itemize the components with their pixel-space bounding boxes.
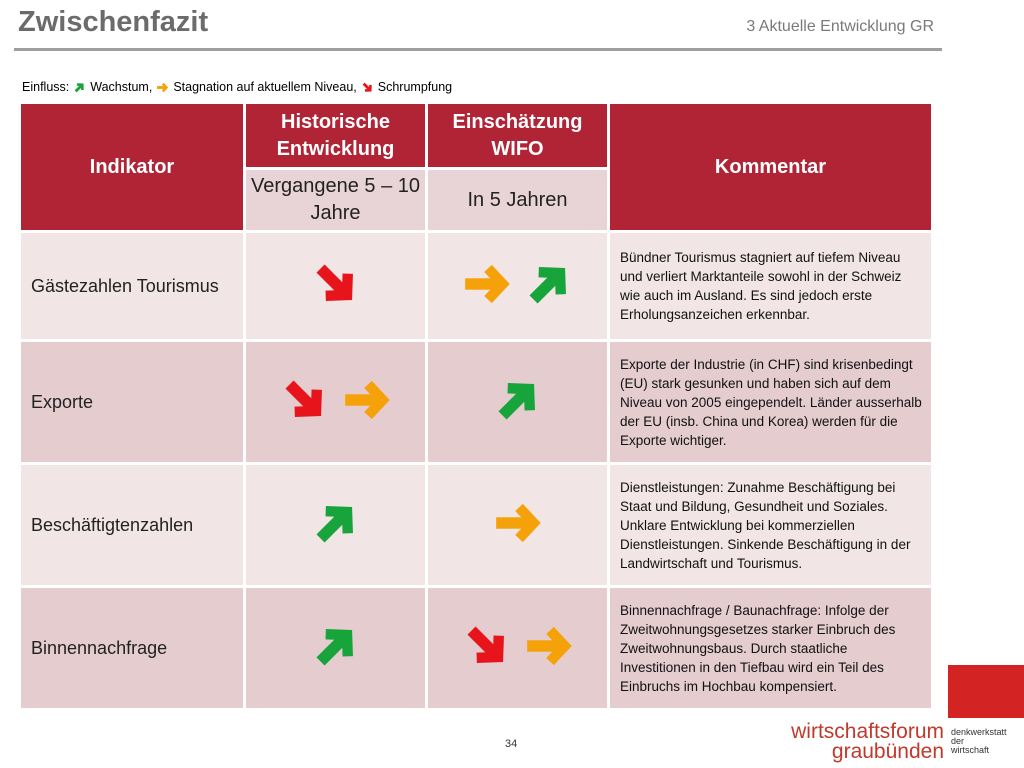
brand-subline xyxy=(951,728,1007,755)
header-wifo-sub: In 5 Jahren xyxy=(428,170,607,230)
legend-item-growth xyxy=(73,80,152,94)
section-label: 3 Aktuelle Entwicklung GR xyxy=(746,18,934,35)
trend-arrows xyxy=(461,620,575,672)
arrow-up-right-icon xyxy=(73,81,86,94)
trend-arrows xyxy=(310,620,362,672)
arrow-up-right-icon xyxy=(523,258,575,310)
trend-arrows xyxy=(492,497,544,549)
row-indicator: Binnennachfrage xyxy=(21,588,243,708)
row-comment: Bündner Tourismus stagniert auf tiefem Niveau und verliert Marktanteile sowohl in der Schweiz wie auch im Ausland. Es sind jedoch erste Erholungsanzeichen erkennbar. xyxy=(610,233,931,339)
legend-item-shrink xyxy=(361,80,452,94)
brand-line-1: wirtschaftsforum xyxy=(791,720,944,743)
arrow-right-icon xyxy=(156,81,169,94)
row-historic-trend xyxy=(246,588,425,708)
row-indicator: Gästezahlen Tourismus xyxy=(21,233,243,339)
header-historic-sub: Vergangene 5 – 10 Jahre xyxy=(246,170,425,230)
title-rule xyxy=(14,48,942,51)
row-indicator: Exporte xyxy=(21,342,243,462)
header-wifo: Einschätzung WIFO xyxy=(428,104,607,167)
header-comment: Kommentar xyxy=(610,104,931,230)
brand-sub-3: wirtschaft xyxy=(951,745,990,755)
arrow-up-right-icon xyxy=(73,81,86,94)
header-historic: Historische Entwicklung xyxy=(246,104,425,167)
brand-logo xyxy=(791,722,944,762)
trend-arrows xyxy=(461,258,575,310)
legend-label-shrink: Schrumpfung xyxy=(377,80,453,94)
arrow-down-right-icon xyxy=(361,81,374,94)
arrow-right-icon xyxy=(523,620,575,672)
row-wifo-trend xyxy=(428,465,607,585)
arrow-right-icon xyxy=(492,497,544,549)
trend-arrows xyxy=(492,374,544,426)
header-indicator: Indikator xyxy=(21,104,243,230)
brand-sub-1: denkwerkstatt xyxy=(951,727,1007,737)
arrow-down-right-icon xyxy=(279,374,331,426)
row-historic-trend xyxy=(246,465,425,585)
table-row xyxy=(21,465,931,585)
arrow-up-right-icon xyxy=(310,497,362,549)
row-wifo-trend xyxy=(428,342,607,462)
slide-title: Zwischenfazit xyxy=(18,6,209,38)
legend-prefix: Einfluss: xyxy=(22,80,70,94)
table-row xyxy=(21,233,931,339)
row-historic-trend xyxy=(246,233,425,339)
trend-arrows xyxy=(310,258,362,310)
arrow-up-right-icon xyxy=(492,374,544,426)
legend-label-growth: Wachstum, xyxy=(90,80,153,94)
row-comment: Binnennachfrage / Baunachfrage: Infolge der Zweitwohnungsgesetzes starker Einbruch des Zweitwohnungsbaus. Durch staatliche Investitionen in den Tiefbau wird ein Teil des Einbruchs im Hochbau kompensiert. xyxy=(610,588,931,708)
legend-item-stagnation xyxy=(156,80,356,94)
arrow-down-right-icon xyxy=(361,81,374,94)
page-number: 34 xyxy=(505,738,518,750)
table-row xyxy=(21,342,931,462)
trend-arrows xyxy=(279,374,393,426)
legend-label-stagnation: Stagnation auf aktuellem Niveau, xyxy=(173,80,357,94)
indicator-table xyxy=(18,101,934,711)
arrow-up-right-icon xyxy=(310,620,362,672)
row-historic-trend xyxy=(246,342,425,462)
brand-red-box xyxy=(948,665,1024,718)
arrow-down-right-icon xyxy=(461,620,513,672)
row-indicator: Beschäftigtenzahlen xyxy=(21,465,243,585)
arrow-right-icon xyxy=(156,81,169,94)
table-row xyxy=(21,588,931,708)
brand-line-2: graubünden xyxy=(831,740,944,763)
brand-sub-2: der xyxy=(951,736,965,746)
arrow-right-icon xyxy=(341,374,393,426)
row-wifo-trend xyxy=(428,588,607,708)
row-wifo-trend xyxy=(428,233,607,339)
arrow-right-icon xyxy=(461,258,513,310)
arrow-down-right-icon xyxy=(310,258,362,310)
legend xyxy=(22,80,452,94)
trend-arrows xyxy=(310,497,362,549)
row-comment: Exporte der Industrie (in CHF) sind krisenbedingt (EU) stark gesunken und haben sich auf dem Niveau von 2005 eingependelt. Länder ausserhalb der EU (insb. China und Korea) werden für die Exporte wichtiger. xyxy=(610,342,931,462)
row-comment: Dienstleistungen: Zunahme Beschäftigung bei Staat und Bildung, Gesundheit und Soziales. Unklare Entwicklung bei kommerziellen Dienstleistungen. Sinkende Beschäftigung in der Landwirtschaft und Tourismus. xyxy=(610,465,931,585)
